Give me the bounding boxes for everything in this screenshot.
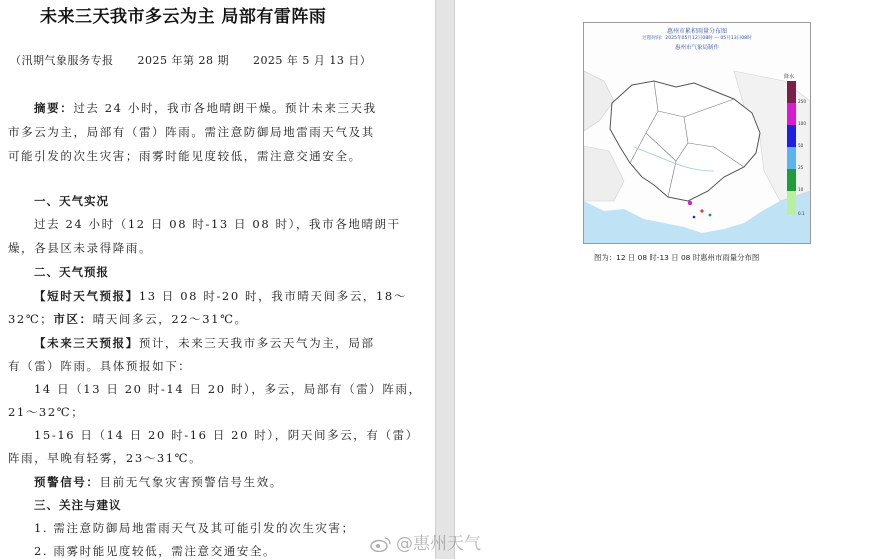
map-period: 过程时间：2025年05月12日08时 — 05月13日08时 xyxy=(642,36,752,41)
weibo-logo-icon xyxy=(370,536,392,552)
sea-area xyxy=(584,191,810,243)
map-caption: 图为：12 日 08 时-13 日 08 时惠州市雨量分布图 xyxy=(594,253,760,262)
page-gutter xyxy=(435,0,455,559)
advice-item-2: 2. 雨雾时能见度较低，需注意交通安全。 xyxy=(34,544,277,558)
map-graphic xyxy=(584,51,810,243)
legend-swatch-250 xyxy=(787,81,796,103)
heading-forecast: 二、天气预报 xyxy=(34,265,109,279)
short-forecast-label: 【短时天气预报】 xyxy=(34,289,139,303)
page-title: 未来三天我市多云为主 局部有雷阵雨 xyxy=(40,7,327,27)
summary-line-2: 市多云为主，局部有（雷）阵雨。需注意防御局地雷雨天气及其 xyxy=(8,125,375,139)
heading-advice: 三、关注与建议 xyxy=(34,498,122,512)
weibo-watermark xyxy=(370,529,481,554)
legend-tick: 100 xyxy=(798,121,806,126)
legend-swatch-10 xyxy=(787,169,796,191)
heading-weather-live: 一、天气实况 xyxy=(34,194,109,208)
legend-swatch-50 xyxy=(787,125,796,147)
short-forecast-line-1: 【短时天气预报】13 日 08 时-20 时，我市晴天间多云，18～ xyxy=(34,289,407,303)
city-boundary xyxy=(610,81,760,201)
legend-tick: 250 xyxy=(798,99,806,104)
warning-line: 预警信号：目前无气象灾害预警信号生效。 xyxy=(34,475,283,489)
summary-label: 摘要： xyxy=(34,101,74,115)
urban-label: 市区： xyxy=(53,312,93,326)
legend-swatch-100 xyxy=(787,103,796,125)
legend-title: 降水 xyxy=(784,74,795,80)
three-day-line-1: 【未来三天预报】预计，未来三天我市多云天气为主，局部 xyxy=(34,336,375,350)
legend-tick: 50 xyxy=(798,143,804,148)
issue-subline: （汛期气象服务专报 2025 年第 28 期 2025 年 5 月 13 日） xyxy=(10,54,372,67)
three-day-line-2: 有（雷）阵雨。具体预报如下： xyxy=(8,359,192,373)
day14-line-2: 21～32℃； xyxy=(8,405,85,419)
document-page-right xyxy=(455,0,885,559)
map-agency: 惠州市气象局制作 xyxy=(674,45,719,51)
legend-tick: 10 xyxy=(798,187,804,192)
document-page-left xyxy=(0,0,435,559)
three-day-label: 【未来三天预报】 xyxy=(34,336,139,350)
legend-swatch-25 xyxy=(787,147,796,169)
legend-tick: 25 xyxy=(798,165,804,170)
rainfall-map xyxy=(583,22,811,244)
summary-line-1: 摘要：过去 24 小时，我市各地晴朗干燥。预计未来三天我 xyxy=(34,101,377,115)
live-line-1: 过去 24 小时（12 日 08 时-13 日 08 时），我市各地晴朗干 xyxy=(34,217,401,231)
legend-swatch-01 xyxy=(787,191,796,215)
map-title: 惠州市累积雨量分布图 xyxy=(666,28,727,35)
day14-line-1: 14 日（13 日 20 时-14 日 20 时），多云，局部有（雷）阵雨， xyxy=(34,382,422,396)
advice-item-1: 1. 需注意防御局地雷雨天气及其可能引发的次生灾害； xyxy=(34,521,355,535)
legend-tick: 0.1 xyxy=(798,211,805,216)
live-line-2: 燥，各县区未录得降雨。 xyxy=(8,241,153,255)
day15-16-line-1: 15-16 日（14 日 20 时-16 日 20 时），阴天间多云，有（雷） xyxy=(34,428,419,442)
warning-label: 预警信号： xyxy=(34,475,100,489)
summary-line-3: 可能引发的次生灾害；雨雾时能见度较低，需注意交通安全。 xyxy=(8,149,362,163)
watermark-text: @惠州天气 xyxy=(396,534,481,554)
short-forecast-line-2: 32℃；市区：晴天间多云，22～31℃。 xyxy=(8,312,248,326)
day15-16-line-2: 阵雨，早晚有轻雾，23～31℃。 xyxy=(8,451,203,465)
